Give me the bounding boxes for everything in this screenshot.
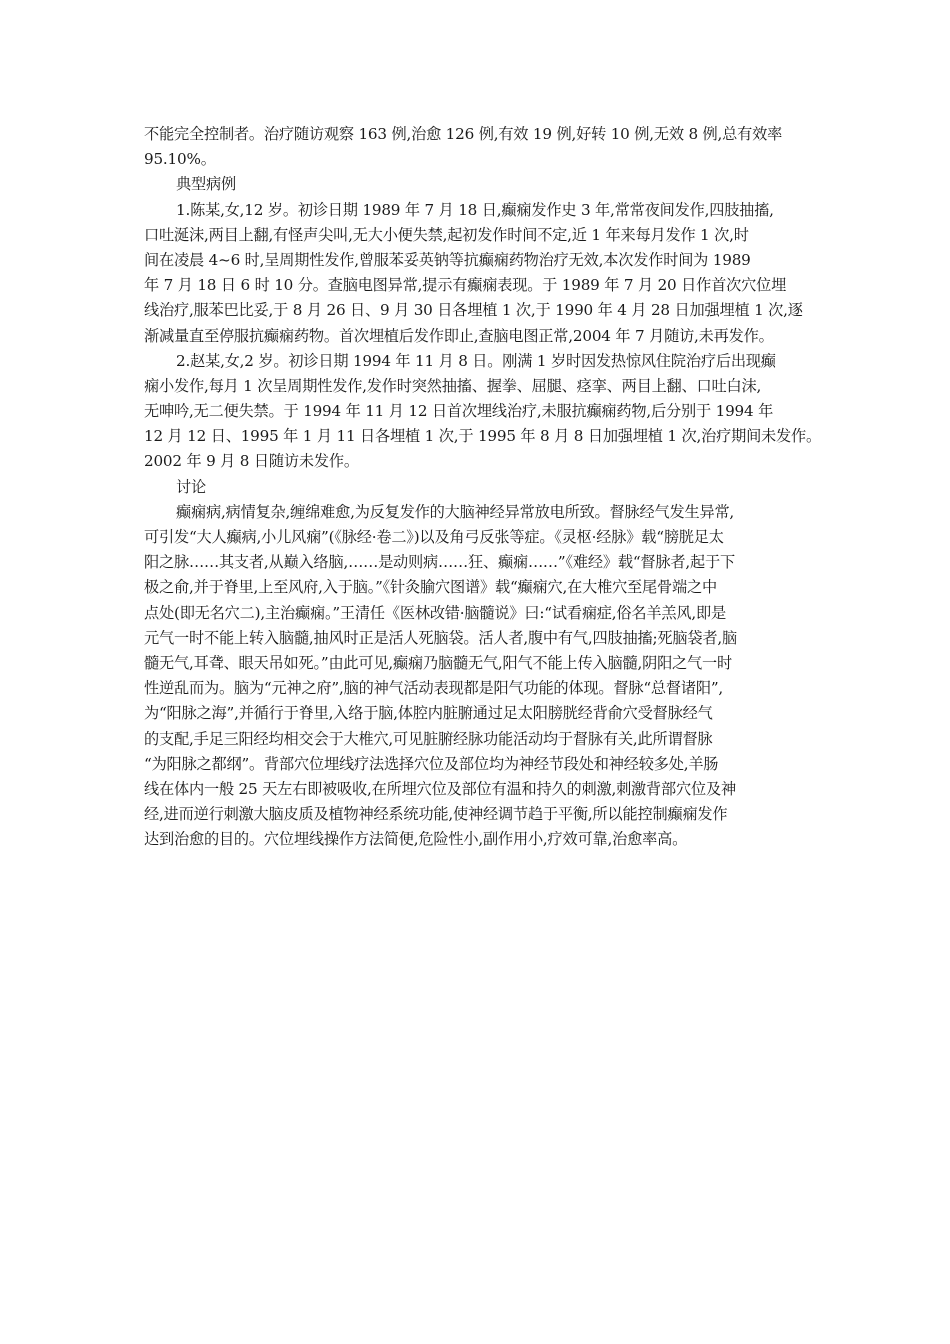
- text-line: 的支配,手足三阳经均相交会于大椎穴,可见脏腑经脉功能活动均于督脉有关,此所谓督脉: [144, 729, 713, 748]
- text-line: 不能完全控制者。治疗随访观察 163 例,治愈 126 例,有效 19 例,好转 10 例,无效 8 例,总有效率: [144, 125, 783, 143]
- text-line: 髓无气,耳聋、眼天吊如死。”由此可见,癫痫乃脑髓无气,阳气不能上传入脑髓,阴阳之气一时: [144, 653, 733, 672]
- text-line: 2.赵某,女,2 岁。初诊日期 1994 年 11 月 8 日。刚满 1 岁时因发热惊风住院治疗后出现癫: [176, 351, 776, 370]
- text-line: 无呻吟,无二便失禁。于 1994 年 11 月 12 日首次埋线治疗,未服抗癫痫药物,后分别于 1994 年: [144, 402, 774, 421]
- text-line: 讨论: [176, 477, 206, 496]
- text-line: 线治疗,服苯巴比妥,于 8 月 26 日、9 月 30 日各埋植 1 次,于 1990 年 4 月 28 日加强埋植 1 次,逐: [144, 301, 803, 320]
- text-line: 达到治愈的目的。穴位埋线操作方法简便,危险性小,副作用小,疗效可靠,治愈率高。: [144, 830, 688, 849]
- text-line: 间在凌晨 4~6 时,呈周期性发作,曾服苯妥英钠等抗癫痫药物治疗无效,本次发作时间为 1989: [144, 250, 751, 269]
- text-line: 经,进而逆行刺激大脑皮质及植物神经系统功能,使神经调节趋于平衡,所以能控制癫痫发作: [144, 805, 728, 824]
- text-line: 极之俞,并于脊里,上至风府,入于脑。”《针灸腧穴图谱》载“癫痫穴,在大椎穴至尾骨端之中: [144, 578, 717, 597]
- text-line: 95.10%。: [144, 150, 216, 169]
- document-page: [144, 122, 820, 852]
- text-line: 1.陈某,女,12 岁。初诊日期 1989 年 7 月 18 日,癫痫发作史 3 年,常常夜间发作,四肢抽搐,: [176, 200, 774, 219]
- text-line: 年 7 月 18 日 6 时 10 分。查脑电图异常,提示有癫痫表现。于 1989 年 7 月 20 日作首次穴位埋: [144, 276, 787, 295]
- text-line: 口吐涎沫,两目上翻,有怪声尖叫,无大小便失禁,起初发作时间不定,近 1 年来每月发作 1 次,时: [144, 225, 749, 244]
- text-line: 阳之脉……其支者,从巅入络脑,……是动则病……狂、癫痫……”《难经》载“督脉者,起于下: [144, 553, 735, 572]
- text-line: 典型病例: [176, 175, 236, 194]
- text-line: 元气一时不能上转入脑髓,抽风时正是活人死脑袋。活人者,腹中有气,四肢抽搐;死脑袋者,脑: [144, 628, 737, 647]
- text-line: 性逆乱而为。脑为“元神之府”,脑的神气活动表现都是阳气功能的体现。督脉“总督诸阳”,: [144, 679, 724, 698]
- text-line: 可引发“大人癫病,小儿风痫”(《脉经·卷二》)以及角弓反张等症。《灵枢·经脉》载“膀胱足太: [144, 528, 724, 546]
- text-line: 为“阳脉之海”,并循行于脊里,入络于脑,体腔内脏腑通过足太阳膀胱经背俞穴受督脉经气: [144, 704, 713, 723]
- text-line: “为阳脉之都纲”。背部穴位埋线疗法选择穴位及部位均为神经节段处和神经较多处,羊肠: [144, 754, 719, 773]
- text-line: 12 月 12 日、1995 年 1 月 11 日各埋植 1 次,于 1995 年 8 月 8 日加强埋植 1 次,治疗期间未发作。: [144, 427, 822, 446]
- text-line: 点处(即无名穴二),主治癫痫。”王清任《医林改错·脑髓说》曰:“试看痫症,俗名羊羔风,即是: [144, 603, 726, 622]
- text-line: 痫小发作,每月 1 次呈周期性发作,发作时突然抽搐、握拳、屈腿、痉挛、两目上翻、口吐白沫,: [144, 376, 762, 395]
- text-line: 癫痫病,病情复杂,缠绵难愈,为反复发作的大脑神经异常放电所致。督脉经气发生异常,: [176, 502, 735, 521]
- text-line: 线在体内一般 25 天左右即被吸收,在所埋穴位及部位有温和持久的刺激,刺激背部穴位及神: [144, 779, 736, 798]
- text-line: 2002 年 9 月 8 日随访未发作。: [144, 452, 359, 471]
- text-line: 渐减量直至停服抗癫痫药物。首次埋植后发作即止,查脑电图正常,2004 年 7 月随访,未再发作。: [144, 326, 774, 345]
